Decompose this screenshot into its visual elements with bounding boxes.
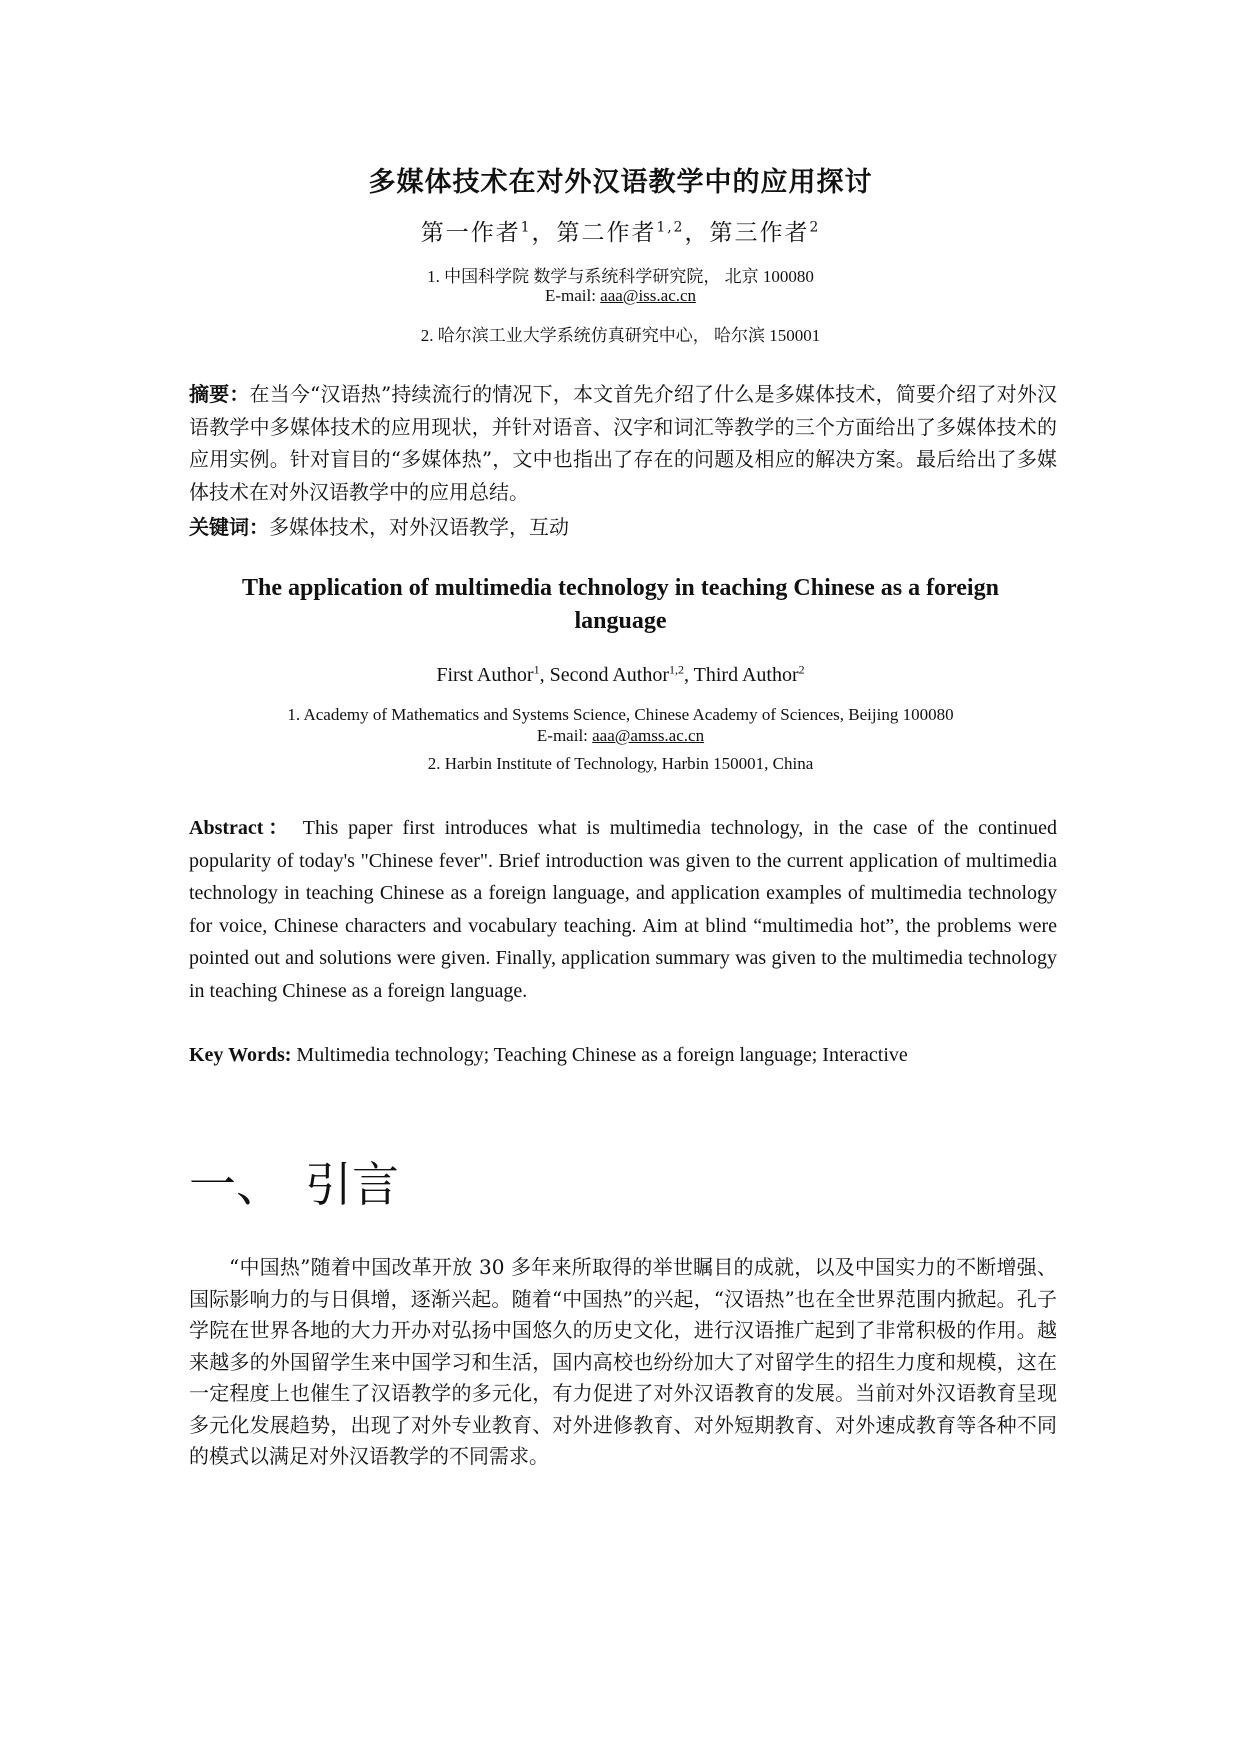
email-link[interactable]: aaa@amss.ac.cn xyxy=(592,726,705,745)
chinese-title: 多媒体技术在对外汉语教学中的应用探讨 xyxy=(368,167,873,198)
chinese-abstract xyxy=(189,378,1057,508)
abstract-label: Abstract： xyxy=(189,817,294,839)
author-name: Second Author xyxy=(549,664,670,686)
chinese-email-line xyxy=(0,286,1241,306)
english-affiliation-1: 1. Academy of Mathematics and Systems Science, Chinese Academy of Sciences, Beijing 100080 xyxy=(287,705,954,724)
author-name: First Author xyxy=(436,664,534,686)
author-affil-mark: 1,2 xyxy=(669,662,685,677)
author-affil-mark: 2 xyxy=(809,219,821,236)
english-email-line xyxy=(0,726,1241,746)
author-affil-mark: 1 xyxy=(533,662,540,677)
email-label: E-mail: xyxy=(544,286,601,305)
author-affil-mark: 1,2 xyxy=(656,219,685,236)
section-number: 一、 xyxy=(189,1158,283,1213)
author-separator: , xyxy=(684,664,694,686)
english-title: The application of multimedia technology in teaching Chinese as a foreign language xyxy=(242,575,999,634)
english-affiliation-2: 2. Harbin Institute of Technology, Harbin 150001, China xyxy=(427,754,814,773)
english-abstract xyxy=(189,812,1057,1007)
author-name: 第三作者 xyxy=(709,220,810,246)
keywords-text: 多媒体技术，对外汉语教学，互动 xyxy=(269,515,569,539)
chinese-affiliation-2: 2. 哈尔滨工业大学系统仿真研究中心， 哈尔滨 150001 xyxy=(420,326,821,345)
email-link[interactable]: aaa@iss.ac.cn xyxy=(600,286,697,305)
abstract-text: 在当今“汉语热”持续流行的情况下，本文首先介绍了什么是多媒体技术，简要介绍了对外汉语教学中多媒体技术的应用现状，并针对语音、汉字和词汇等教学的三个方面给出了多媒体技术的应用实例。针对盲目的“多媒体热”，文中也指出了存在的问题及相应的解决方案。最后给出了多媒体技术在对外汉语教学中的应用总结。 xyxy=(189,382,1058,504)
abstract-text: This paper first introduces what is multimedia technology, in the case of the continued popularity of today's "Chinese fever". Brief introduction was given to the current application of multimedia technology in teaching Chinese as a foreign language, and application examples of multimedia technology for voice, Chinese characters and vocabulary teaching. Aim at blind “multimedia hot”, the problems were pointed out and solutions were given. Finally, application summary was given to the multimedia technology in teaching Chinese as a foreign language. xyxy=(189,817,1057,1002)
section-heading xyxy=(189,1148,399,1215)
introduction-paragraph: “中国热”随着中国改革开放 30 多年来所取得的举世瞩目的成就，以及中国实力的不断增强、国际影响力的与日俱增，逐渐兴起。随着“中国热”的兴起，“汉语热”也在全世界范围内掀起。孔子学院在世界各地的大力开办对弘扬中国悠久的历史文化，进行汉语推广起到了非常积极的作用。越来越多的外国留学生来中国学习和生活，国内高校也纷纷加大了对留学生的招生力度和规模，这在一定程度上也催生了汉语教学的多元化，有力促进了对外汉语教育的发展。当前对外汉语教育呈现多元化发展趋势，出现了对外专业教育、对外进修教育、对外短期教育、对外速成教育等各种不同的模式以满足对外汉语教学的不同需求。 xyxy=(189,1255,1057,1468)
section-title: 引言 xyxy=(305,1158,399,1213)
chinese-affiliation-1: 1. 中国科学院 数学与系统科学研究院， 北京 100080 xyxy=(427,267,814,286)
author-name: 第一作者 xyxy=(420,220,521,246)
chinese-keywords xyxy=(189,511,1057,540)
keywords-text: Multimedia technology; Teaching Chinese as a foreign language; Interactive xyxy=(296,1044,908,1066)
email-label: E-mail: xyxy=(536,726,593,745)
english-authors xyxy=(0,664,1241,687)
author-affil-mark: 1 xyxy=(520,219,532,236)
author-separator: ， xyxy=(684,220,710,246)
abstract-label: 摘要： xyxy=(189,382,250,406)
author-separator: , xyxy=(539,664,550,686)
english-keywords xyxy=(189,1044,1057,1067)
chinese-authors xyxy=(0,214,1241,247)
keywords-label: 关键词： xyxy=(189,515,269,539)
keywords-label: Key Words: xyxy=(189,1044,292,1066)
author-name: 第二作者 xyxy=(556,220,657,246)
author-separator: ， xyxy=(531,220,557,246)
author-name: Third Author xyxy=(693,664,799,686)
author-affil-mark: 2 xyxy=(798,662,805,677)
